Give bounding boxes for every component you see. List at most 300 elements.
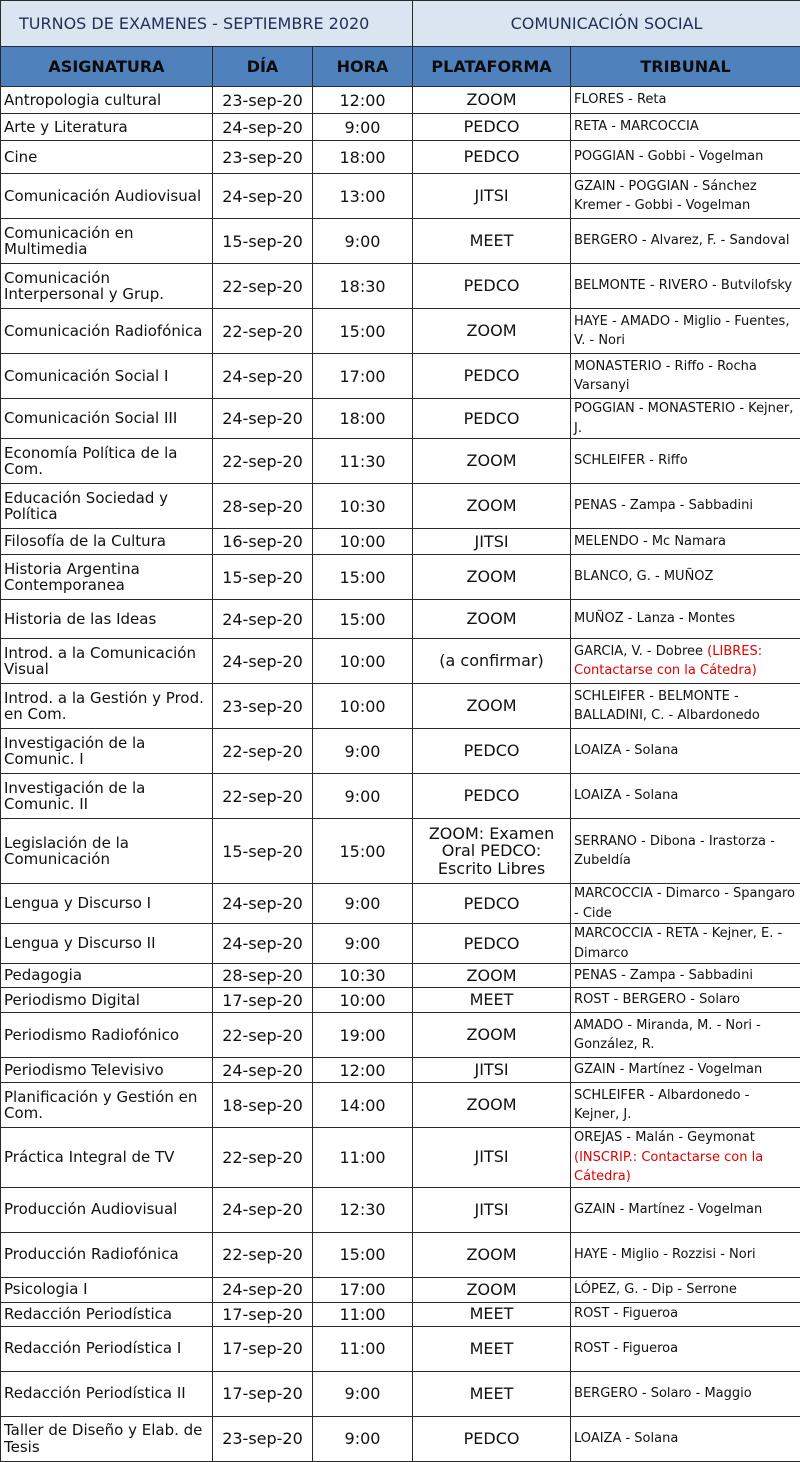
cell-asignatura [1, 439, 213, 484]
cell-plataforma [413, 988, 571, 1013]
cell-tribunal [571, 1232, 800, 1277]
dia-text: 22-sep-20 [222, 787, 303, 806]
cell-asignatura [1, 774, 213, 819]
tribunal-text: BELMONTE - RIVERO - Butvilofsky [574, 278, 792, 293]
asignatura-text: Educación Sociedad y Política [4, 489, 168, 524]
table-row [1, 1083, 800, 1128]
dia-text: 24-sep-20 [222, 934, 303, 953]
cell-asignatura [1, 1326, 213, 1371]
cell-dia [213, 1128, 313, 1188]
cell-plataforma [413, 924, 571, 964]
table-row [1, 264, 800, 309]
dia-text: 24-sep-20 [222, 1280, 303, 1299]
asignatura-text: Periodismo Radiofónico [4, 1026, 179, 1044]
dia-text: 23-sep-20 [222, 91, 303, 110]
hora-text: 18:30 [339, 277, 385, 296]
hora-text: 9:00 [345, 1384, 381, 1403]
cell-hora [313, 114, 413, 141]
cell-hora [313, 1326, 413, 1371]
cell-plataforma [413, 774, 571, 819]
cell-plataforma [413, 354, 571, 399]
cell-tribunal [571, 1302, 800, 1326]
table-row [1, 684, 800, 729]
tribunal-text: FLORES - Reta [574, 92, 666, 107]
plataforma-text: PEDCO [464, 786, 520, 805]
cell-tribunal [571, 1326, 800, 1371]
cell-tribunal [571, 529, 800, 555]
cell-hora [313, 399, 413, 439]
asignatura-text: Comunicación Audiovisual [4, 187, 201, 205]
cell-dia [213, 354, 313, 399]
cell-plataforma [413, 1326, 571, 1371]
cell-hora [313, 174, 413, 219]
hora-text: 11:00 [339, 1339, 385, 1358]
dia-text: 17-sep-20 [222, 991, 303, 1010]
plataforma-text: PEDCO [464, 741, 520, 760]
asignatura-text: Legislación de la Comunicación [4, 834, 129, 869]
asignatura-text: Producción Audiovisual [4, 1200, 177, 1218]
cell-dia [213, 1083, 313, 1128]
tribunal-text: BERGERO - Solaro - Maggio [574, 1386, 752, 1401]
cell-dia [213, 988, 313, 1013]
cell-tribunal [571, 684, 800, 729]
hora-text: 15:00 [339, 568, 385, 587]
tribunal-text: AMADO - Miranda, M. - Nori - González, R. [574, 1018, 761, 1053]
hora-text: 10:00 [339, 991, 385, 1010]
asignatura-text: Planificación y Gestión en Com. [4, 1088, 197, 1123]
cell-hora [313, 1232, 413, 1277]
hora-text: 11:00 [339, 1305, 385, 1324]
tribunal-text: ROST - BERGERO - Solaro [574, 992, 740, 1007]
cell-dia [213, 729, 313, 774]
cell-dia [213, 924, 313, 964]
plataforma-text: MEET [470, 1304, 514, 1323]
cell-asignatura [1, 1416, 213, 1461]
cell-asignatura [1, 988, 213, 1013]
hora-text: 19:00 [339, 1026, 385, 1045]
header-asignatura: ASIGNATURA [1, 47, 213, 87]
cell-tribunal [571, 141, 800, 174]
cell-asignatura [1, 174, 213, 219]
hora-text: 10:00 [339, 532, 385, 551]
plataforma-text: JITSI [474, 1200, 508, 1219]
cell-asignatura [1, 639, 213, 684]
asignatura-text: Investigación de la Comunic. I [4, 734, 145, 769]
cell-tribunal [571, 555, 800, 600]
tribunal-note: (INSCRIP.: Contactarse con la Cátedra) [574, 1150, 763, 1185]
asignatura-text: Taller de Diseño y Elab. de Tesis [4, 1421, 202, 1456]
table-row [1, 87, 800, 114]
cell-hora [313, 1371, 413, 1416]
hora-text: 18:00 [339, 409, 385, 428]
cell-dia [213, 684, 313, 729]
cell-hora [313, 639, 413, 684]
cell-tribunal [571, 774, 800, 819]
cell-asignatura [1, 1013, 213, 1058]
table-row [1, 1187, 800, 1232]
cell-asignatura [1, 1371, 213, 1416]
hora-text: 12:00 [339, 91, 385, 110]
cell-hora [313, 309, 413, 354]
plataforma-text: ZOOM [467, 1095, 517, 1114]
cell-asignatura [1, 729, 213, 774]
tribunal-text: SCHLEIFER - Albardonedo - Kejner, J. [574, 1088, 749, 1123]
cell-plataforma [413, 264, 571, 309]
cell-hora [313, 924, 413, 964]
asignatura-text: Introd. a la Gestión y Prod. en Com. [4, 689, 204, 724]
cell-asignatura [1, 600, 213, 639]
cell-hora [313, 87, 413, 114]
table-row [1, 964, 800, 988]
hora-text: 12:00 [339, 1061, 385, 1080]
cell-tribunal [571, 1277, 800, 1302]
tribunal-text: ROST - Figueroa [574, 1341, 678, 1356]
cell-hora [313, 529, 413, 555]
hora-text: 10:30 [339, 966, 385, 985]
cell-plataforma [413, 1083, 571, 1128]
cell-asignatura [1, 684, 213, 729]
cell-tribunal [571, 1128, 800, 1188]
dia-text: 15-sep-20 [222, 568, 303, 587]
cell-dia [213, 141, 313, 174]
hora-text: 13:00 [339, 187, 385, 206]
plataforma-text: JITSI [474, 1060, 508, 1079]
tribunal-text: HAYE - AMADO - Miglio - Fuentes, V. - Nori [574, 314, 789, 349]
dia-text: 22-sep-20 [222, 1245, 303, 1264]
cell-tribunal [571, 1058, 800, 1083]
cell-asignatura [1, 354, 213, 399]
asignatura-text: Redacción Periodística II [4, 1384, 186, 1402]
cell-plataforma [413, 1416, 571, 1461]
tribunal-note: (LIBRES: Contactarse con la Cátedra) [574, 644, 762, 679]
dia-text: 24-sep-20 [222, 409, 303, 428]
cell-hora [313, 555, 413, 600]
cell-tribunal [571, 600, 800, 639]
cell-plataforma [413, 819, 571, 884]
hora-text: 9:00 [345, 1429, 381, 1448]
tribunal-text: BLANCO, G. - MUÑOZ [574, 569, 713, 584]
cell-plataforma [413, 114, 571, 141]
plataforma-text: ZOOM [467, 496, 517, 515]
cell-plataforma [413, 1302, 571, 1326]
header-row [1, 47, 800, 87]
asignatura-text: Comunicación Social III [4, 409, 177, 427]
cell-tribunal [571, 924, 800, 964]
cell-asignatura [1, 87, 213, 114]
cell-plataforma [413, 1013, 571, 1058]
cell-hora [313, 354, 413, 399]
plataforma-text: PEDCO [464, 117, 520, 136]
asignatura-text: Psicologia I [4, 1280, 88, 1298]
cell-asignatura [1, 141, 213, 174]
cell-plataforma [413, 439, 571, 484]
hora-text: 17:00 [339, 1280, 385, 1299]
hora-text: 9:00 [345, 787, 381, 806]
tribunal-text: OREJAS - Malán - Geymonat [574, 1130, 755, 1145]
cell-tribunal [571, 87, 800, 114]
cell-tribunal [571, 884, 800, 924]
dia-text: 23-sep-20 [222, 1429, 303, 1448]
cell-dia [213, 1371, 313, 1416]
dia-text: 24-sep-20 [222, 652, 303, 671]
table-row [1, 600, 800, 639]
cell-hora [313, 219, 413, 264]
cell-hora [313, 1187, 413, 1232]
plataforma-text: JITSI [474, 1147, 508, 1166]
cell-asignatura [1, 1232, 213, 1277]
dia-text: 23-sep-20 [222, 148, 303, 167]
cell-tribunal [571, 114, 800, 141]
cell-plataforma [413, 729, 571, 774]
cell-asignatura [1, 555, 213, 600]
cell-hora [313, 1058, 413, 1083]
plataforma-text: ZOOM [467, 90, 517, 109]
plataforma-text: PEDCO [464, 409, 520, 428]
tribunal-text: PENAS - Zampa - Sabbadini [574, 498, 753, 513]
cell-hora [313, 1013, 413, 1058]
dia-text: 24-sep-20 [222, 610, 303, 629]
cell-hora [313, 964, 413, 988]
plataforma-text: ZOOM [467, 1025, 517, 1044]
cell-plataforma [413, 1371, 571, 1416]
asignatura-text: Introd. a la Comunicación Visual [4, 644, 196, 679]
cell-asignatura [1, 1058, 213, 1083]
plataforma-text: ZOOM [467, 567, 517, 586]
cell-hora [313, 439, 413, 484]
plataforma-text: ZOOM [467, 451, 517, 470]
cell-dia [213, 399, 313, 439]
dia-text: 18-sep-20 [222, 1096, 303, 1115]
asignatura-text: Arte y Literatura [4, 118, 128, 136]
dia-text: 22-sep-20 [222, 1148, 303, 1167]
cell-plataforma [413, 141, 571, 174]
cell-plataforma [413, 219, 571, 264]
table-row [1, 484, 800, 529]
plataforma-text: (a confirmar) [439, 651, 543, 670]
table-row [1, 1013, 800, 1058]
cell-dia [213, 1232, 313, 1277]
cell-dia [213, 774, 313, 819]
cell-dia [213, 1416, 313, 1461]
asignatura-text: Comunicación Radiofónica [4, 322, 202, 340]
dia-text: 24-sep-20 [222, 367, 303, 386]
asignatura-text: Comunicación Social I [4, 367, 168, 385]
cell-hora [313, 988, 413, 1013]
cell-plataforma [413, 964, 571, 988]
table-row [1, 988, 800, 1013]
cell-dia [213, 87, 313, 114]
table-row [1, 1128, 800, 1188]
dia-text: 22-sep-20 [222, 277, 303, 296]
cell-plataforma [413, 600, 571, 639]
cell-tribunal [571, 1416, 800, 1461]
cell-dia [213, 439, 313, 484]
table-row [1, 439, 800, 484]
tribunal-text: SCHLEIFER - BELMONTE - BALLADINI, C. - Albardonedo [574, 689, 760, 724]
tribunal-text: ROST - Figueroa [574, 1306, 678, 1321]
dia-text: 28-sep-20 [222, 966, 303, 985]
dia-text: 22-sep-20 [222, 322, 303, 341]
career-title: COMUNICACIÓN SOCIAL [413, 1, 800, 47]
cell-tribunal [571, 729, 800, 774]
cell-asignatura [1, 264, 213, 309]
schedule-title: TURNOS DE EXAMENES - SEPTIEMBRE 2020 [1, 1, 413, 47]
asignatura-text: Filosofía de la Cultura [4, 532, 166, 550]
tribunal-text: MONASTERIO - Riffo - Rocha Varsanyi [574, 359, 757, 394]
cell-plataforma [413, 1058, 571, 1083]
hora-text: 12:30 [339, 1200, 385, 1219]
table-row [1, 924, 800, 964]
plataforma-text: ZOOM [467, 696, 517, 715]
cell-plataforma [413, 684, 571, 729]
cell-tribunal [571, 439, 800, 484]
header-dia: DÍA [213, 47, 313, 87]
dia-text: 24-sep-20 [222, 187, 303, 206]
tribunal-text: MARCOCCIA - RETA - Kejner, E. - Dimarco [574, 926, 782, 961]
cell-tribunal [571, 639, 800, 684]
table-row [1, 1326, 800, 1371]
cell-tribunal [571, 1083, 800, 1128]
cell-dia [213, 1058, 313, 1083]
hora-text: 9:00 [345, 934, 381, 953]
table-row [1, 884, 800, 924]
table-row [1, 141, 800, 174]
cell-plataforma [413, 1128, 571, 1188]
dia-text: 23-sep-20 [222, 697, 303, 716]
cell-plataforma [413, 87, 571, 114]
cell-asignatura [1, 484, 213, 529]
cell-hora [313, 1302, 413, 1326]
tribunal-text: LOAIZA - Solana [574, 1431, 678, 1446]
table-row [1, 1416, 800, 1461]
cell-asignatura [1, 1187, 213, 1232]
cell-hora [313, 484, 413, 529]
plataforma-text: ZOOM [467, 966, 517, 985]
plataforma-text: ZOOM [467, 321, 517, 340]
cell-dia [213, 555, 313, 600]
table-row [1, 174, 800, 219]
header-hora: HORA [313, 47, 413, 87]
table-row [1, 819, 800, 884]
cell-tribunal [571, 174, 800, 219]
cell-dia [213, 529, 313, 555]
cell-dia [213, 1013, 313, 1058]
asignatura-text: Lengua y Discurso II [4, 934, 156, 952]
cell-dia [213, 309, 313, 354]
asignatura-text: Producción Radiofónica [4, 1245, 179, 1263]
cell-tribunal [571, 1013, 800, 1058]
plataforma-text: MEET [470, 1339, 514, 1358]
tribunal-text: GARCIA, V. - Dobree [574, 644, 703, 659]
dia-text: 22-sep-20 [222, 1026, 303, 1045]
table-row [1, 309, 800, 354]
hora-text: 9:00 [345, 894, 381, 913]
dia-text: 24-sep-20 [222, 1061, 303, 1080]
tribunal-text: LÓPEZ, G. - Dip - Serrone [574, 1282, 737, 1297]
asignatura-text: Historia de las Ideas [4, 610, 156, 628]
cell-dia [213, 1302, 313, 1326]
hora-text: 15:00 [339, 842, 385, 861]
hora-text: 17:00 [339, 367, 385, 386]
table-row [1, 354, 800, 399]
asignatura-text: Comunicación Interpersonal y Grup. [4, 269, 164, 304]
cell-plataforma [413, 484, 571, 529]
dia-text: 16-sep-20 [222, 532, 303, 551]
hora-text: 11:00 [339, 1148, 385, 1167]
cell-hora [313, 729, 413, 774]
hora-text: 18:00 [339, 148, 385, 167]
cell-asignatura [1, 1128, 213, 1188]
table-row [1, 1371, 800, 1416]
hora-text: 15:00 [339, 610, 385, 629]
hora-text: 9:00 [345, 118, 381, 137]
dia-text: 28-sep-20 [222, 497, 303, 516]
cell-plataforma [413, 174, 571, 219]
cell-plataforma [413, 1187, 571, 1232]
cell-hora [313, 1083, 413, 1128]
header-plataforma: PLATAFORMA [413, 47, 571, 87]
asignatura-text: Redacción Periodística [4, 1305, 172, 1323]
asignatura-text: Antropologia cultural [4, 91, 161, 109]
table-row [1, 774, 800, 819]
table-row [1, 529, 800, 555]
cell-tribunal [571, 264, 800, 309]
cell-tribunal [571, 1371, 800, 1416]
tribunal-text: BERGERO - Alvarez, F. - Sandoval [574, 233, 789, 248]
table-row [1, 639, 800, 684]
cell-dia [213, 264, 313, 309]
cell-dia [213, 639, 313, 684]
cell-plataforma [413, 555, 571, 600]
cell-plataforma [413, 529, 571, 555]
asignatura-text: Periodismo Digital [4, 991, 140, 1009]
plataforma-text: PEDCO [464, 894, 520, 913]
table-row [1, 729, 800, 774]
plataforma-text: JITSI [474, 532, 508, 551]
table-row [1, 114, 800, 141]
plataforma-text: PEDCO [464, 934, 520, 953]
cell-dia [213, 600, 313, 639]
tribunal-text: HAYE - Miglio - Rozzisi - Nori [574, 1247, 756, 1262]
asignatura-text: Pedagogia [4, 966, 82, 984]
cell-hora [313, 600, 413, 639]
tribunal-text: GZAIN - Martínez - Vogelman [574, 1062, 762, 1077]
asignatura-text: Cine [4, 148, 37, 166]
cell-plataforma [413, 1232, 571, 1277]
dia-text: 24-sep-20 [222, 1200, 303, 1219]
asignatura-text: Comunicación en Multimedia [4, 224, 134, 259]
cell-hora [313, 819, 413, 884]
plataforma-text: MEET [470, 990, 514, 1009]
cell-dia [213, 484, 313, 529]
cell-tribunal [571, 354, 800, 399]
cell-asignatura [1, 114, 213, 141]
tribunal-text: RETA - MARCOCCIA [574, 119, 699, 134]
table-row [1, 1277, 800, 1302]
table-row [1, 1302, 800, 1326]
cell-asignatura [1, 924, 213, 964]
hora-text: 10:00 [339, 652, 385, 671]
cell-tribunal [571, 219, 800, 264]
hora-text: 14:00 [339, 1096, 385, 1115]
asignatura-text: Economía Política de la Com. [4, 444, 177, 479]
header-tribunal: TRIBUNAL [571, 47, 800, 87]
table-row [1, 399, 800, 439]
plataforma-text: ZOOM [467, 1280, 517, 1299]
plataforma-text: MEET [470, 1384, 514, 1403]
table-row [1, 1232, 800, 1277]
table-row [1, 1058, 800, 1083]
